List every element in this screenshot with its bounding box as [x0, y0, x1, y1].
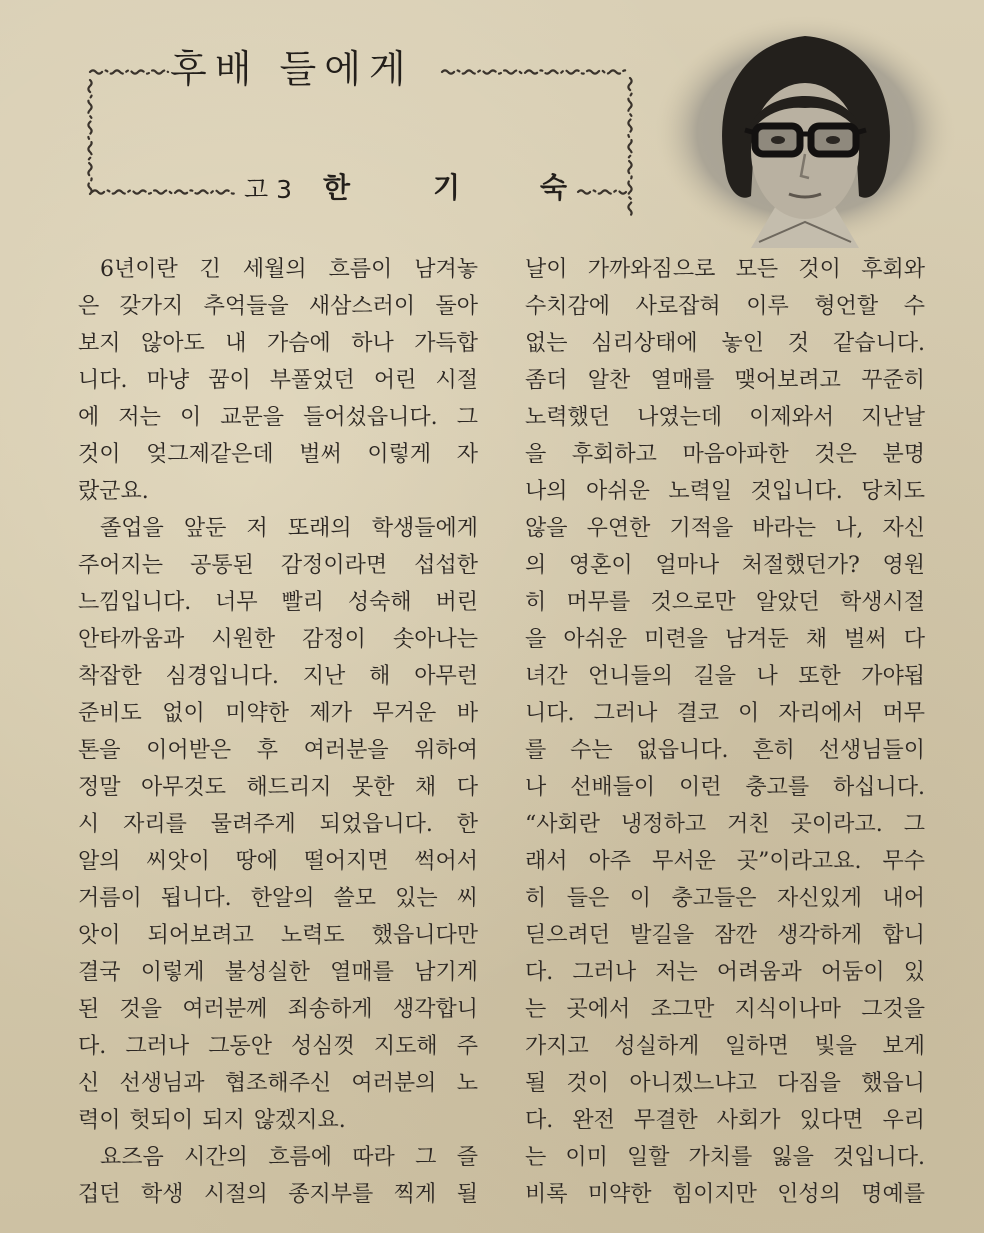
text-line: 거름이 됩니다. 한알의 쓸모 있는 씨	[78, 886, 478, 911]
text-line: 노력했던 나였는데 이제와서 지난날	[525, 405, 925, 430]
text-line: 않을 우연한 기적을 바라는 나, 자신	[525, 516, 925, 541]
text-line: 히 들은 이 충고들은 자신있게 내어	[525, 886, 925, 911]
text-line: 에 저는 이 교문을 들어섰읍니다. 그	[78, 405, 478, 430]
text-line: 수치감에 사로잡혀 이루 형언할 수	[525, 294, 925, 319]
byline-name-char: 기	[433, 171, 461, 204]
portrait-left-eye	[771, 136, 785, 144]
text-line: “사회란 냉정하고 거친 곳이라고. 그	[525, 812, 925, 837]
text-line: 앗이 되어보려고 노력도 했읍니다만	[78, 923, 478, 948]
text-line: 녀간 언니들의 길을 나 또한 가야됩	[525, 664, 925, 689]
text-line: 나 선배들이 이런 충고를 하십니다.	[525, 775, 925, 800]
text-line: 좀더 알찬 열매를 맺어보려고 꾸준히	[525, 368, 925, 393]
text-line: 날이 가까와짐으로 모든 것이 후회와	[525, 257, 925, 282]
text-line: 될 것이 아니겠느냐고 다짐을 했읍니	[525, 1071, 925, 1096]
text-line: 를 수는 없읍니다. 흔히 선생님들이	[525, 738, 925, 763]
text-line: 정말 아무것도 해드리지 못한 채 다	[78, 775, 478, 800]
text-line: 는 곳에서 조그만 지식이나마 그것을	[525, 997, 925, 1022]
text-line: 니다. 그러나 결코 이 자리에서 머무	[525, 701, 925, 726]
text-line: 된 것을 여러분께 죄송하게 생각합니	[78, 997, 478, 1022]
text-line: 랐군요.	[78, 479, 149, 504]
text-line: 졸업을 앞둔 저 또래의 학생들에게	[100, 516, 478, 541]
text-line: 다. 그러나 그동안 성심껏 지도해 주	[78, 1034, 478, 1059]
text-line: 히 머무를 것으로만 알았던 학생시절	[525, 590, 925, 615]
text-line: 알의 씨앗이 땅에 떨어지면 썩어서	[78, 849, 478, 874]
title-frame-top-right-wave	[442, 70, 628, 73]
text-line: 톤을 이어받은 후 여러분을 위하여	[78, 738, 478, 763]
text-line: 느낌입니다. 너무 빨리 성숙해 버린	[78, 590, 478, 615]
text-line: 6년이란 긴 세월의 흐름이 남겨놓	[100, 257, 478, 282]
byline-name-char: 한	[323, 171, 351, 204]
text-line: 은 갖가지 추억들을 새삼스러이 돌아	[78, 294, 478, 319]
text-line: 래서 아주 무서운 곳”이라고요. 무수	[525, 849, 925, 874]
article-title: 후배 들에게	[170, 47, 414, 91]
text-line: 요즈음 시간의 흐름에 따라 그 즐	[100, 1145, 478, 1170]
text-line: 겁던 학생 시절의 종지부를 찍게 될	[78, 1182, 478, 1207]
text-line: 다. 그러나 저는 어려움과 어둠이 있	[525, 960, 925, 985]
title-frame-top-left-wave	[90, 70, 168, 73]
text-line: 신 선생님과 협조해주신 여러분의 노	[78, 1071, 478, 1096]
text-line: 가지고 성실하게 일하면 빛을 보게	[525, 1034, 925, 1059]
text-line: 착잡한 심경입니다. 지난 해 아무런	[78, 664, 478, 689]
byline-name-char: 숙	[540, 171, 568, 204]
title-frame-left-wave	[88, 80, 91, 194]
text-line: 력이 헛되이 되지 않겠지요.	[78, 1108, 346, 1133]
text-line: 주어지는 공통된 감정이라면 섭섭한	[78, 553, 478, 578]
text-line: 비록 미약한 힘이지만 인성의 명예를	[525, 1182, 925, 1207]
byline-grade: 고 3	[244, 175, 293, 204]
text-line: 나의 아쉬운 노력일 것입니다. 당치도	[525, 479, 925, 504]
text-line: 안타까움과 시원한 감정이 솟아나는	[78, 627, 478, 652]
text-line: 을 아쉬운 미련을 남겨둔 채 벌써 다	[525, 627, 925, 652]
text-line: 준비도 없이 미약한 제가 무거운 바	[78, 701, 478, 726]
text-line: 보지 않아도 내 가슴에 하나 가득합	[78, 331, 478, 356]
article-column-left	[78, 251, 478, 1213]
text-line: 없는 심리상태에 놓인 것 같습니다.	[525, 331, 925, 356]
text-line: 딛으려던 발길을 잠깐 생각하게 합니	[525, 923, 925, 948]
title-frame-right-wave	[628, 78, 631, 216]
portrait-right-eye	[826, 136, 840, 144]
text-line: 니다. 마냥 꿈이 부풀었던 어린 시절	[78, 368, 478, 393]
text-line: 것이 엊그제같은데 벌써 이렇게 자	[78, 442, 478, 467]
text-line: 의 영혼이 얼마나 처절했던가? 영원	[525, 553, 925, 578]
author-portrait	[655, 16, 955, 248]
text-line: 을 후회하고 마음아파한 것은 분명	[525, 442, 925, 467]
text-line: 시 자리를 물려주게 되었읍니다. 한	[78, 812, 478, 837]
text-line: 는 이미 일할 가치를 잃을 것입니다.	[525, 1145, 925, 1170]
title-frame-bottom-right-wave	[578, 190, 626, 193]
title-frame-bottom-left-wave	[92, 190, 236, 193]
text-line: 결국 이렇게 불성실한 열매를 남기게	[78, 960, 478, 985]
text-line: 다. 완전 무결한 사회가 있다면 우리	[525, 1108, 925, 1133]
article-column-right	[525, 251, 925, 1213]
